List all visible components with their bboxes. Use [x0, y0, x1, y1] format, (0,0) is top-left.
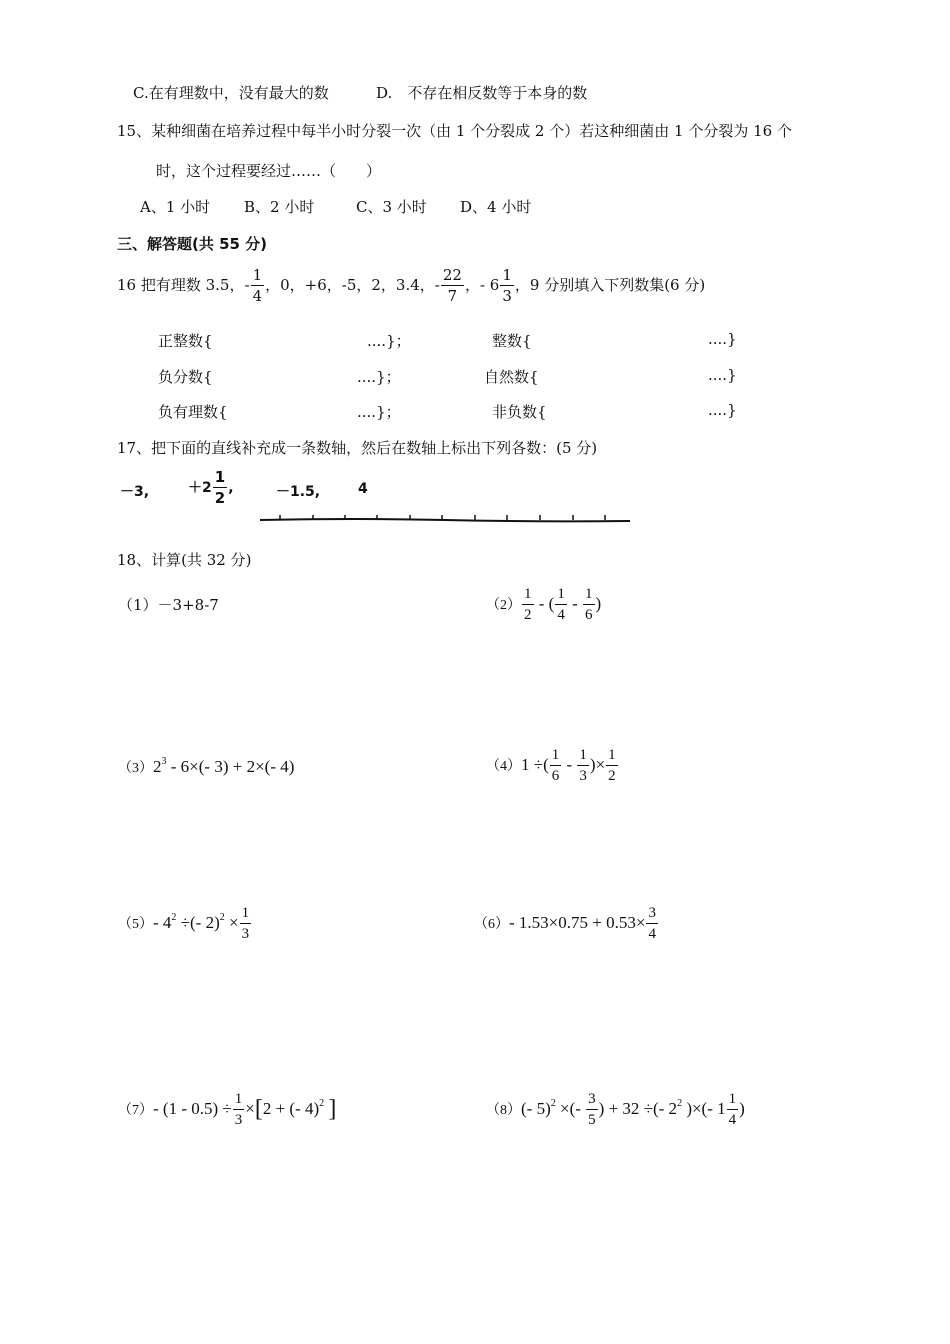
q15-line1: 15、某种细菌在培养过程中每半小时分裂一次（由 1 个分裂成 2 个）若这种细菌由 1 个分裂为 16 个: [117, 122, 792, 140]
q18-problem-6: （6）- 1.53×0.75 + 0.53× $\frac{3}{4}$: [474, 905, 656, 942]
set-nonnegative-label: 非负数{: [492, 403, 547, 421]
set-negative-fraction-dots: ....}；: [357, 368, 401, 386]
set-integer-label: 整数{: [492, 332, 532, 350]
q16-suffix: ，9 分别填入下列数集(6 分): [514, 276, 706, 294]
q15-option-a: A、1 小时: [140, 198, 211, 216]
set-negative-rational-label: 负有理数{: [158, 403, 228, 421]
q18-problem-4: （4）1 ÷( $\frac{1}{6}$ - $\frac{1}{3}$ )× $\frac{1}{2}$: [486, 747, 616, 784]
set-positive-integer-dots: ....}；: [367, 332, 411, 350]
section-title: 三、解答题(共 55 分): [117, 235, 268, 253]
set-negative-fraction-label: 负分数{: [158, 368, 213, 386]
set-positive-integer-label: 正整数{: [158, 332, 213, 350]
set-negative-rational-dots: ....}；: [357, 403, 401, 421]
q18-problem-1: （1）－3+8-7: [118, 596, 219, 614]
q15-option-d: D、4 小时: [460, 198, 532, 216]
q16-mid: ，0，+6，-5，2，3.4，-: [265, 276, 440, 294]
q15-option-b: B、2 小时: [244, 198, 315, 216]
q17-title: 17、把下面的直线补充成一条数轴，然后在数轴上标出下列各数：(5 分): [117, 439, 598, 457]
q15-option-c: C、3 小时: [356, 198, 427, 216]
q18-problem-5: （5）- $4^2$ ÷(- 2)$^2$ × $\frac{1}{3}$: [118, 905, 250, 942]
set-nonnegative-dots: ....}: [708, 401, 737, 419]
q16-mid2: ，- 6: [464, 276, 500, 294]
set-natural-number-label: 自然数{: [484, 368, 539, 386]
set-natural-number-dots: ....}: [708, 366, 737, 384]
q18-problem-2: （2） $\frac{1}{2}$ - ( $\frac{1}{4}$ - $\frac{1}{6}$ ): [486, 586, 602, 623]
q16-fraction-2: $\frac{22}{7}$: [442, 266, 462, 305]
q18-problem-8: （8）(- 5)$^2$ ×(- $\frac{3}{5}$ ) + 32 ÷(- $2^2$ )×(- 1 $\frac{1}{4}$ ): [486, 1091, 745, 1128]
q18-title: 18、计算(共 32 分): [117, 551, 252, 569]
q16-fraction-3: $\frac{1}{3}$: [502, 266, 512, 305]
q17-number-3: －1.5,: [276, 484, 321, 500]
q18-problem-3: $(3)2^3 - 6\times(-$ 3) + 2×(- 4): [118, 756, 295, 776]
q15-line2: 时，这个过程要经过……（ ）: [156, 162, 382, 180]
q16-statement: [117, 268, 705, 304]
q17-number-2: ＋2 $\frac{1}{2}$ ,: [188, 468, 234, 507]
q18-problem-7: （7）- (1 - 0.5) ÷ $\frac{1}{3}$ ×[2 + (- 4)$^2$ ]: [118, 1091, 337, 1128]
q14-option-d: D. 不存在相反数等于本身的数: [376, 84, 588, 102]
q17-number-1: －3,: [120, 484, 150, 500]
number-line: [255, 508, 635, 528]
set-integer-dots: ....}: [708, 330, 737, 348]
q17-number-4: 4: [358, 481, 368, 497]
q16-prefix: 16 把有理数 3.5，-: [117, 276, 250, 294]
q16-fraction-1: $\frac{1}{4}$: [252, 266, 263, 305]
q14-option-c: C.在有理数中，没有最大的数: [133, 84, 329, 102]
